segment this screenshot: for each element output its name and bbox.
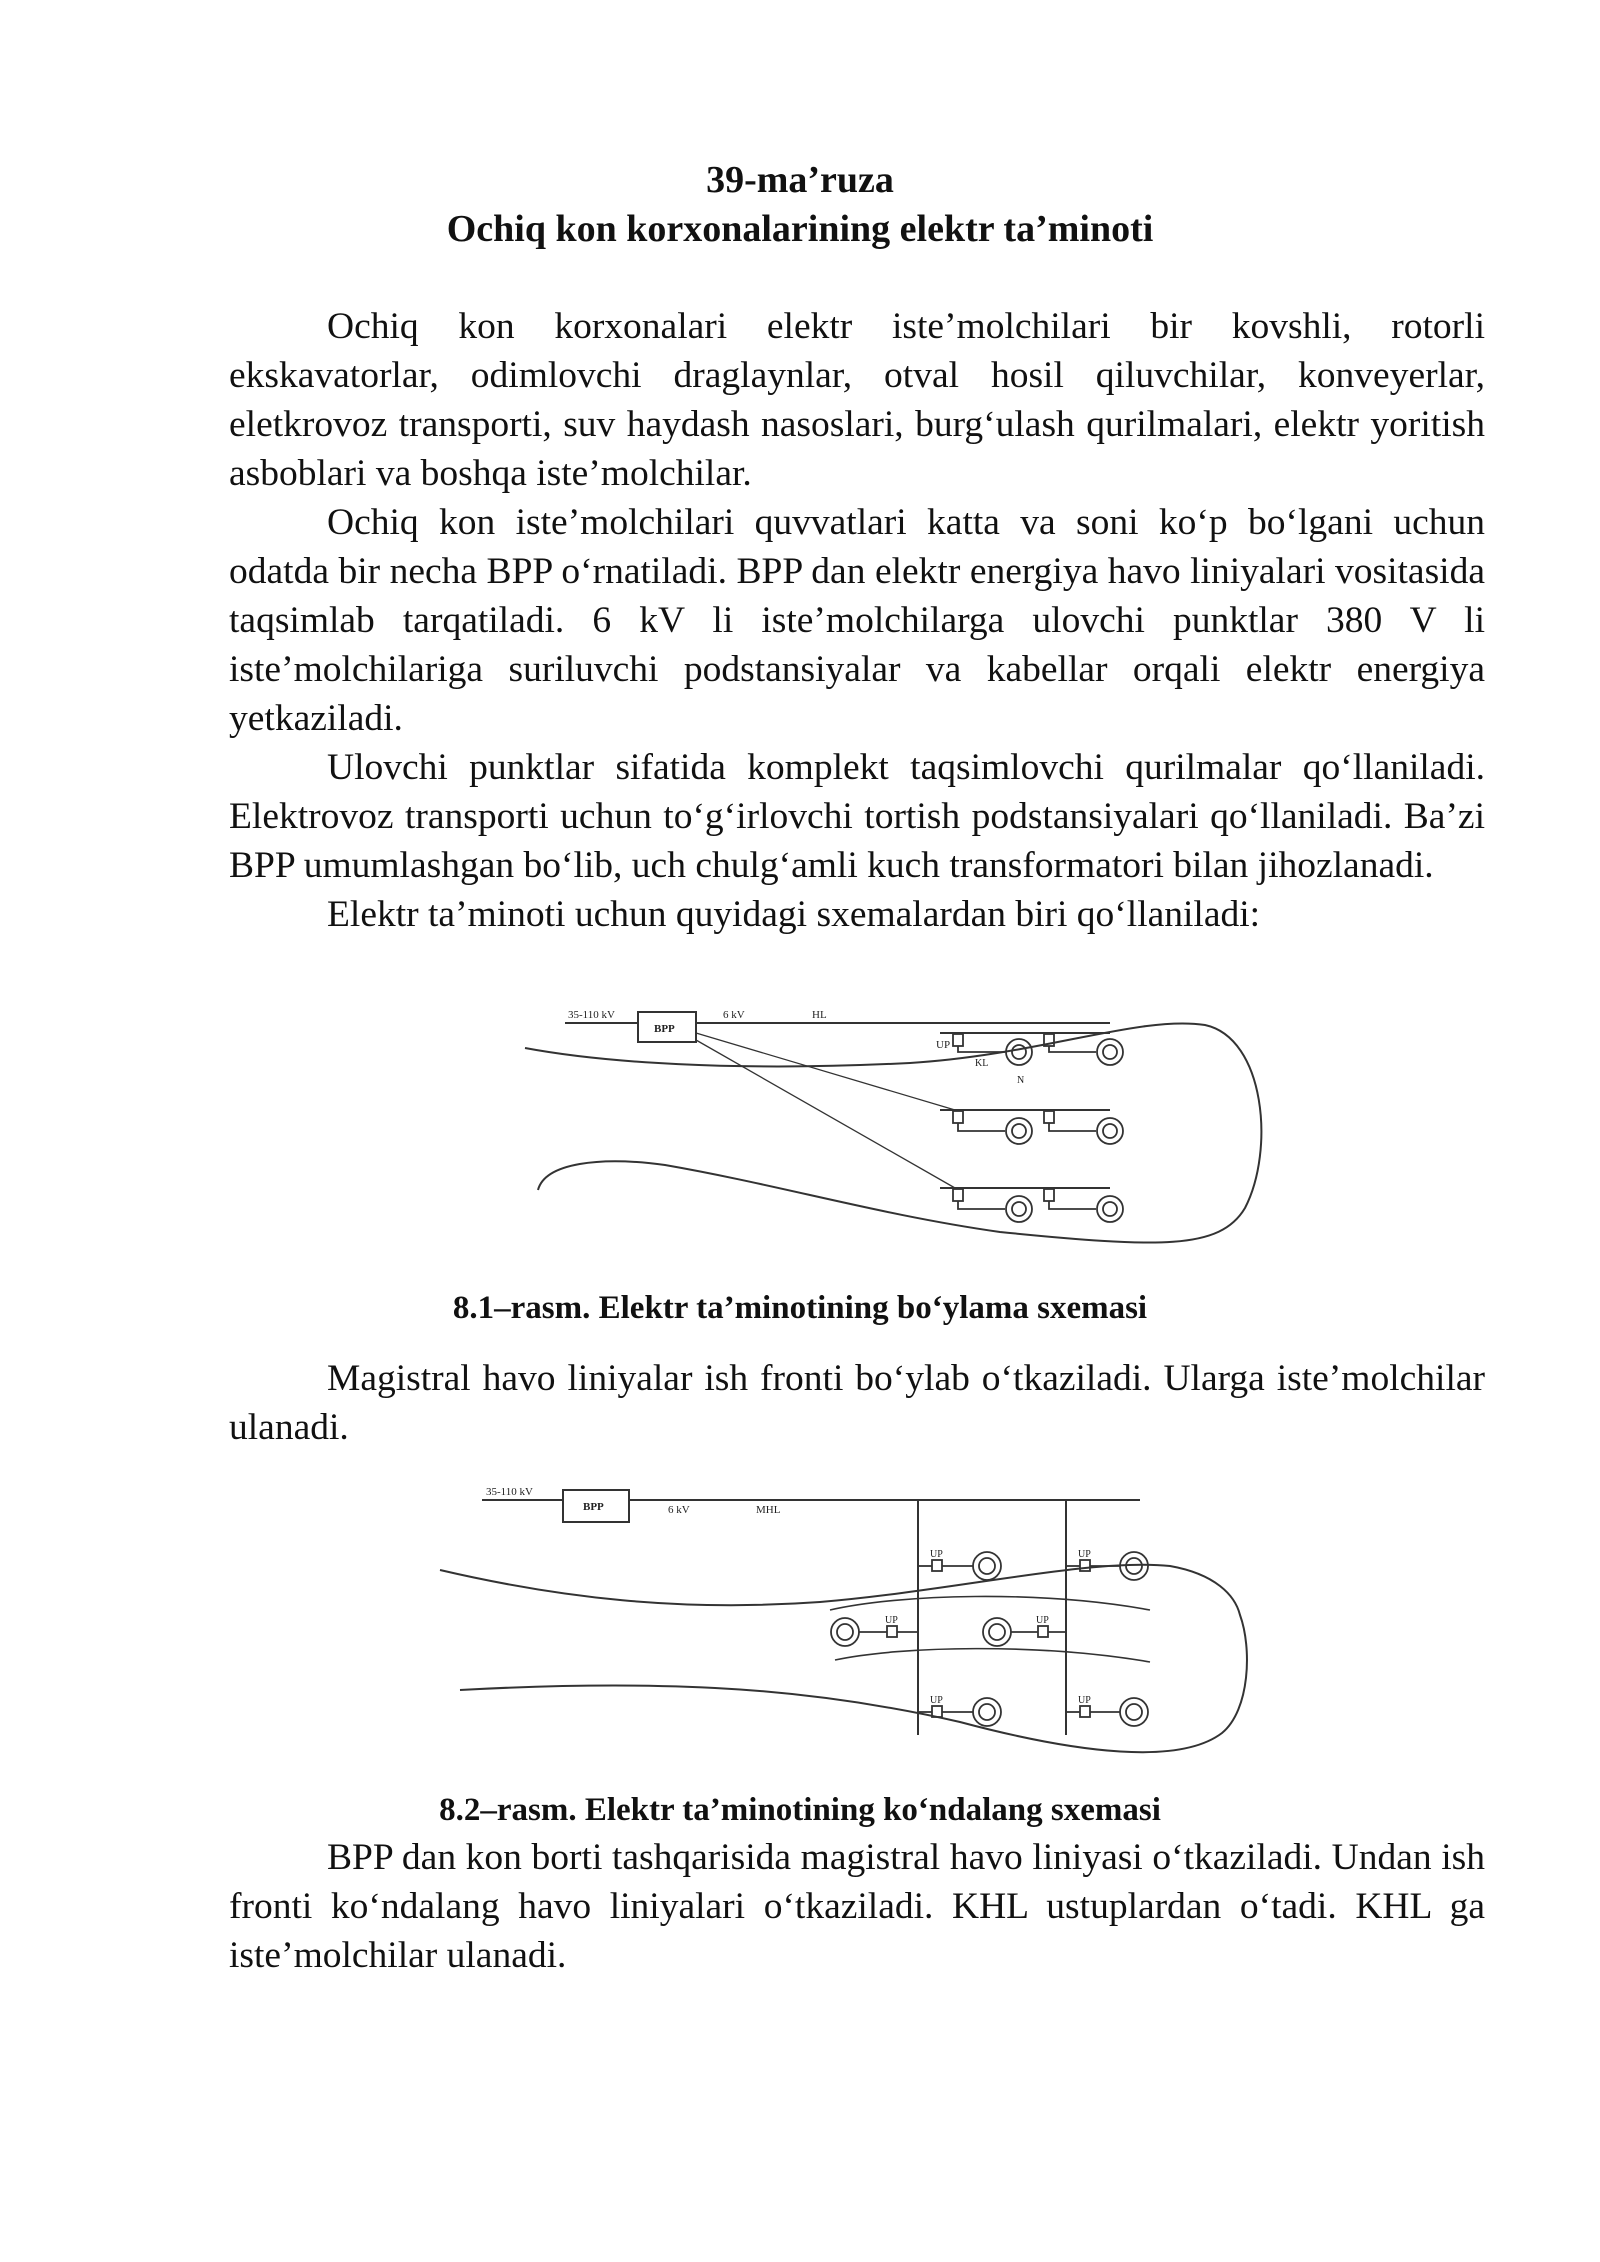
consumer-icon <box>1012 1124 1026 1138</box>
n-label: N <box>1017 1075 1025 1086</box>
voltage-in-label: 35-110 kV <box>486 1486 533 1498</box>
consumer-icon <box>1006 1039 1032 1065</box>
consumer-icon <box>989 1624 1005 1640</box>
voltage-in-label: 35-110 kV <box>568 1009 615 1021</box>
consumer-icon <box>1012 1202 1026 1216</box>
voltage-out-label: 6 kV <box>668 1504 690 1516</box>
paragraph: Ochiq kon korxonalari elektr iste’molchilari bir kovshli, rotorli ekskavatorlar, odimlovchi draglaynlar, otval hosil qiluvchilar, konveyerlar, eletkrovoz transporti, suv haydash nasoslari, burg‘ulash qurilmalari, elektr yoritish asboblari va boshqa iste’molchilar. <box>229 306 1485 494</box>
consumer-icon <box>1103 1202 1117 1216</box>
consumer-icon <box>831 1618 859 1646</box>
kl-label: KL <box>975 1058 989 1069</box>
consumer-icon <box>1120 1698 1148 1726</box>
kl-cable <box>958 1201 1005 1209</box>
consumer-row <box>953 1111 1123 1144</box>
lecture-number: 39-ma’ruza <box>706 159 894 201</box>
consumer-icon <box>973 1698 1001 1726</box>
consumer-icon <box>1097 1118 1123 1144</box>
up-box <box>887 1626 897 1637</box>
up-box <box>1044 1189 1054 1201</box>
up-box <box>1038 1626 1048 1637</box>
consumer-icon <box>1012 1045 1026 1059</box>
consumer-icon <box>1103 1124 1117 1138</box>
up-box <box>1044 1111 1054 1123</box>
bench-line <box>835 1649 1150 1662</box>
intro-text <box>229 302 1485 939</box>
paragraph: Ochiq kon iste’molchilari quvvatlari katta va soni ko‘p bo‘lgani uchun odatda bir necha BPP o‘rnatiladi. BPP dan elektr energiya havo liniyalari vositasida taqsimlab tarqatiladi. 6 kV li iste’molchilarga ulovchi punktlar 380 V li iste’molchilariga suriluvchi podstansiyalar va kabellar orqali elektr energiya yetkaziladi. <box>229 502 1485 739</box>
paragraph: Magistral havo liniyalar ish fronti bo‘ylab o‘tkaziladi. Ularga iste’molchilar ulanadi. <box>229 1358 1485 1448</box>
line-label: MHL <box>756 1504 781 1516</box>
kl-cable <box>958 1123 1005 1131</box>
paragraph: BPP dan kon borti tashqarisida magistral havo liniyasi o‘tkaziladi. Undan ish fronti ko‘ndalang havo liniyalari o‘tkaziladi. KHL ustuplardan o‘tadi. KHL ga iste’molchilar ulanadi. <box>229 1837 1485 1976</box>
consumer-icon <box>979 1704 995 1720</box>
bpp-label: BPP <box>654 1023 675 1035</box>
up-box <box>1080 1706 1090 1717</box>
up-box <box>953 1111 963 1123</box>
consumer-row <box>953 1189 1123 1222</box>
paragraph: Ulovchi punktlar sifatida komplekt taqsimlovchi qurilmalar qo‘llaniladi. Elektrovoz transporti uchun to‘g‘irlovchi tortish podstansiyalari qo‘llaniladi. Ba’zi BPP umumlashgan bo‘lib, uch chulg‘amli kuch transformatori bilan jihozlanadi. <box>229 747 1485 886</box>
consumer-icon <box>837 1624 853 1640</box>
up-label: UP <box>930 1549 943 1560</box>
voltage-out-label: 6 kV <box>723 1009 745 1021</box>
figure-longitudinal-scheme <box>0 995 1600 1265</box>
up-label: UP <box>936 1039 951 1051</box>
up-label: UP <box>930 1695 943 1706</box>
consumer-icon <box>1103 1045 1117 1059</box>
closing-text <box>229 1833 1485 1980</box>
paragraph: Elektr ta’minoti uchun quyidagi sxemalardan biri qo‘llaniladi: <box>327 894 1261 935</box>
bench-line <box>830 1596 1150 1610</box>
consumer-icon <box>1097 1196 1123 1222</box>
up-box <box>953 1189 963 1201</box>
figure-2-caption: 8.2–rasm. Elektr ta’minotining ko‘ndalang sxemasi <box>439 1792 1161 1828</box>
consumer-icon <box>1006 1196 1032 1222</box>
up-box <box>932 1560 942 1571</box>
up-label: UP <box>1078 1549 1091 1560</box>
kl-cable <box>958 1046 1005 1052</box>
middle-text <box>229 1354 1485 1452</box>
consumer-icon <box>1097 1039 1123 1065</box>
up-label: UP <box>1036 1615 1049 1626</box>
up-label: UP <box>885 1615 898 1626</box>
consumer-icon <box>1006 1118 1032 1144</box>
consumer-icon <box>1126 1704 1142 1720</box>
line-label: HL <box>812 1009 827 1021</box>
kl-cable <box>1049 1201 1096 1209</box>
up-box <box>953 1034 963 1046</box>
feeder-line <box>696 1033 955 1110</box>
consumer-icon <box>973 1552 1001 1580</box>
figure-transverse-scheme <box>0 1480 1600 1755</box>
page-title: Ochiq kon korxonalarining elektr ta’minoti <box>446 208 1154 250</box>
kl-cable <box>1049 1123 1096 1131</box>
consumer-icon <box>979 1558 995 1574</box>
pit-boundary <box>525 1023 1261 1242</box>
up-label: UP <box>1078 1695 1091 1706</box>
kl-cable <box>1049 1046 1096 1052</box>
consumer-icon <box>983 1618 1011 1646</box>
bpp-label: BPP <box>583 1501 604 1513</box>
figure-1-caption: 8.1–rasm. Elektr ta’minotining bo‘ylama sxemasi <box>452 1290 1148 1326</box>
